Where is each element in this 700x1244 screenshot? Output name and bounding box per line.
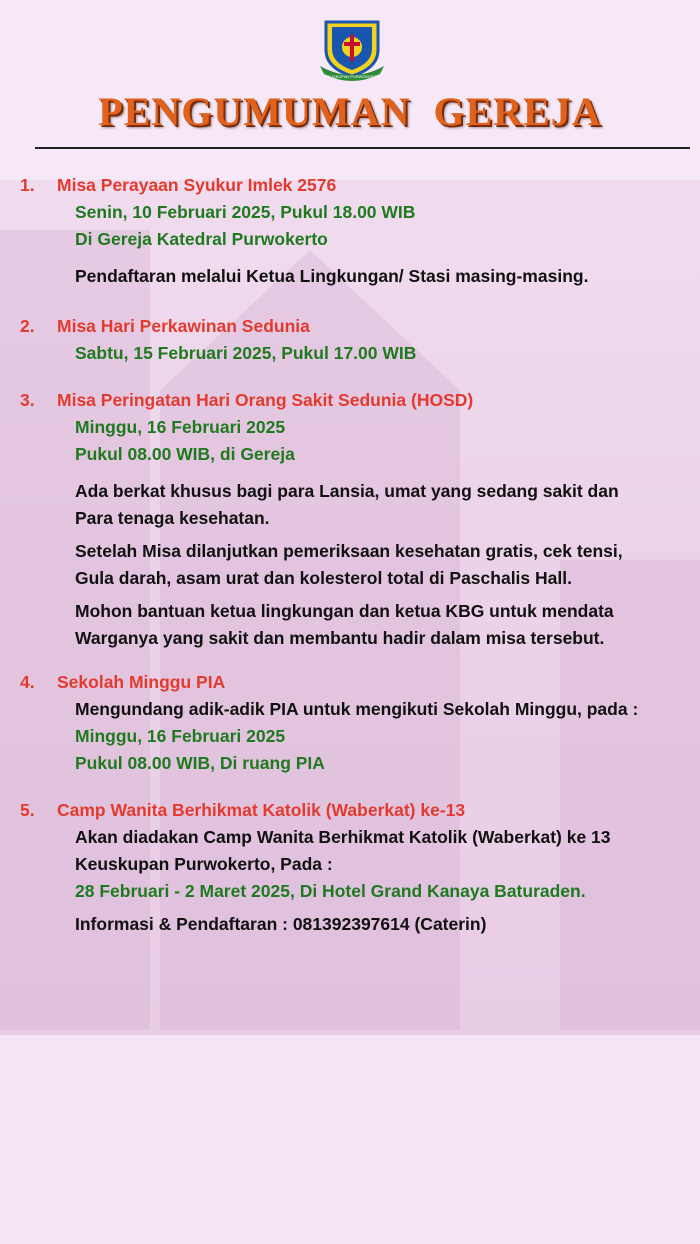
- item-number: 1.: [20, 175, 35, 195]
- item-date: Minggu, 16 Februari 2025: [75, 417, 286, 437]
- background-lower: [0, 1035, 700, 1244]
- item-paragraph-line: Gula darah, asam urat dan kolesterol total di Paschalis Hall.: [75, 568, 572, 588]
- item-invite: Mengundang adik-adik PIA untuk mengikuti Sekolah Minggu, pada :: [75, 699, 639, 719]
- item-contact: Informasi & Pendaftaran : 081392397614 (Caterin): [75, 914, 487, 934]
- item-paragraph-line: Para tenaga kesehatan.: [75, 508, 270, 528]
- item-paragraph-line: Ada berkat khusus bagi para Lansia, umat yang sedang sakit dan: [75, 481, 619, 501]
- logo-caption: KEUSKUPAN PURWOKERTO: [324, 74, 380, 79]
- item-heading: Misa Hari Perkawinan Sedunia: [57, 316, 310, 336]
- item-date: 28 Februari - 2 Maret 2025, Di Hotel Grand Kanaya Baturaden.: [75, 881, 586, 901]
- item-note: Pendaftaran melalui Ketua Lingkungan/ Stasi masing-masing.: [75, 266, 589, 286]
- announcement-item-1: [0, 172, 700, 290]
- item-date: Minggu, 16 Februari 2025: [75, 726, 286, 746]
- item-heading: Misa Peringatan Hari Orang Sakit Sedunia (HOSD): [57, 390, 474, 410]
- item-heading: Camp Wanita Berhikmat Katolik (Waberkat) ke-13: [57, 800, 466, 820]
- title-divider: [35, 147, 690, 149]
- item-paragraph-line: Akan diadakan Camp Wanita Berhikmat Katolik (Waberkat) ke 13: [75, 827, 611, 847]
- announcement-list: [0, 172, 700, 938]
- item-number: 2.: [20, 316, 35, 336]
- item-heading: Sekolah Minggu PIA: [57, 672, 226, 692]
- item-number: 4.: [20, 672, 35, 692]
- item-heading: Misa Perayaan Syukur Imlek 2576: [57, 175, 337, 195]
- item-time: Pukul 08.00 WIB, Di ruang PIA: [75, 753, 325, 773]
- item-paragraph-line: Mohon bantuan ketua lingkungan dan ketua KBG untuk mendata: [75, 601, 614, 621]
- announcement-item-2: [0, 313, 700, 367]
- item-number: 5.: [20, 800, 35, 820]
- diocese-logo: [318, 14, 386, 82]
- item-number: 3.: [20, 390, 35, 410]
- item-date: Senin, 10 Februari 2025, Pukul 18.00 WIB: [75, 202, 416, 222]
- announcement-item-4: [0, 669, 700, 777]
- item-paragraph-line: Keuskupan Purwokerto, Pada :: [75, 854, 333, 874]
- item-paragraph-line: Setelah Misa dilanjutkan pemeriksaan kesehatan gratis, cek tensi,: [75, 541, 623, 561]
- announcement-item-3: [0, 387, 700, 652]
- item-time: Pukul 08.00 WIB, di Gereja: [75, 444, 295, 464]
- item-place: Di Gereja Katedral Purwokerto: [75, 229, 328, 249]
- item-date: Sabtu, 15 Februari 2025, Pukul 17.00 WIB: [75, 343, 417, 363]
- announcement-item-5: [0, 797, 700, 938]
- page-title: PENGUMUMAN GEREJA: [98, 89, 602, 134]
- item-paragraph-line: Warganya yang sakit dan membantu hadir dalam misa tersebut.: [75, 628, 605, 648]
